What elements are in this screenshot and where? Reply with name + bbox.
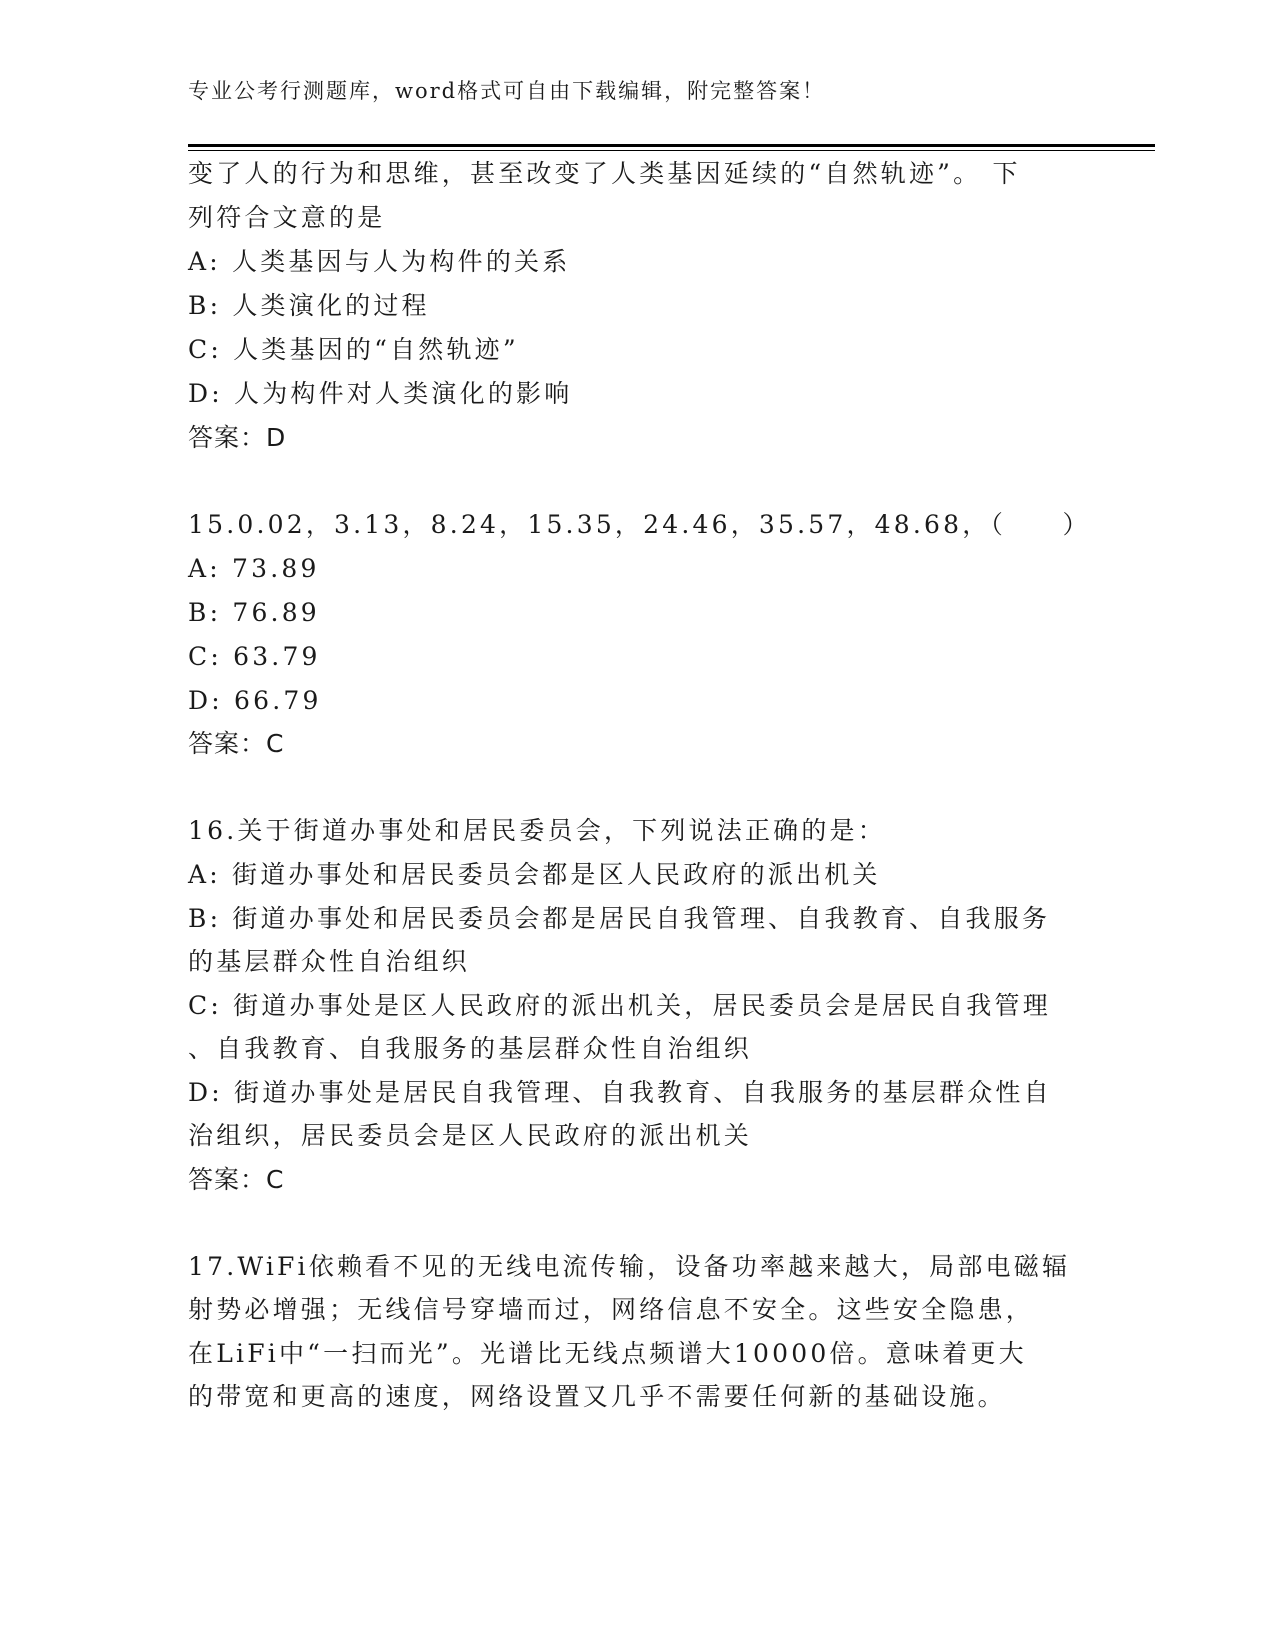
answer: 答案：C	[188, 1165, 285, 1194]
option-d: D: 66.79	[188, 686, 322, 715]
question-text-line: 在LiFi中“一扫而光”。光谱比无线点频谱大10000倍。意味着更大	[188, 1339, 1027, 1368]
question-text-line: 的带宽和更高的速度，网络设置又几乎不需要任何新的基础设施。	[188, 1382, 1006, 1411]
header-text: 专业公考行测题库，word格式可自由下载编辑，附完整答案！	[188, 79, 826, 103]
answer: 答案：D	[188, 423, 287, 452]
question-text-line: 射势必增强；无线信号穿墙而过，网络信息不安全。这些安全隐患，	[188, 1295, 1035, 1324]
option-a: A: 73.89	[188, 554, 320, 583]
answer: 答案：C	[188, 729, 285, 758]
option-c: C: 63.79	[188, 642, 321, 671]
question-stem: 15.0.02，3.13，8.24，15.35，24.46，35.57，48.68，（ ）	[188, 510, 1091, 539]
option-c-continued: 、自我教育、自我服务的基层群众性自治组织	[188, 1034, 753, 1063]
option-b: B: 街道办事处和居民委员会都是居民自我管理、自我教育、自我服务	[188, 904, 1051, 933]
header-rule-thick	[188, 144, 1155, 147]
option-c: C: 人类基因的“自然轨迹”	[188, 335, 519, 364]
option-a: A: 街道办事处和居民委员会都是区人民政府的派出机关	[188, 860, 881, 889]
option-d-continued: 治组织，居民委员会是区人民政府的派出机关	[188, 1121, 753, 1150]
option-b-continued: 的基层群众性自治组织	[188, 947, 471, 976]
option-d: D: 人为构件对人类演化的影响	[188, 379, 573, 408]
header-rule-thin	[188, 150, 1155, 151]
option-d: D: 街道办事处是居民自我管理、自我教育、自我服务的基层群众性自	[188, 1078, 1052, 1107]
option-c: C: 街道办事处是区人民政府的派出机关，居民委员会是居民自我管理	[188, 991, 1051, 1020]
option-b: B: 人类演化的过程	[188, 291, 430, 320]
question-text-line: 列符合文意的是	[188, 203, 386, 232]
option-a: A: 人类基因与人为构件的关系	[188, 247, 571, 276]
question-stem: 17.WiFi依赖看不见的无线电流传输，设备功率越来越大，局部电磁辐	[188, 1252, 1071, 1281]
question-stem: 16.关于街道办事处和居民委员会，下列说法正确的是：	[188, 816, 886, 845]
question-text-line: 变了人的行为和思维，甚至改变了人类基因延续的“自然轨迹”。 下	[188, 159, 1021, 188]
option-b: B: 76.89	[188, 598, 320, 627]
